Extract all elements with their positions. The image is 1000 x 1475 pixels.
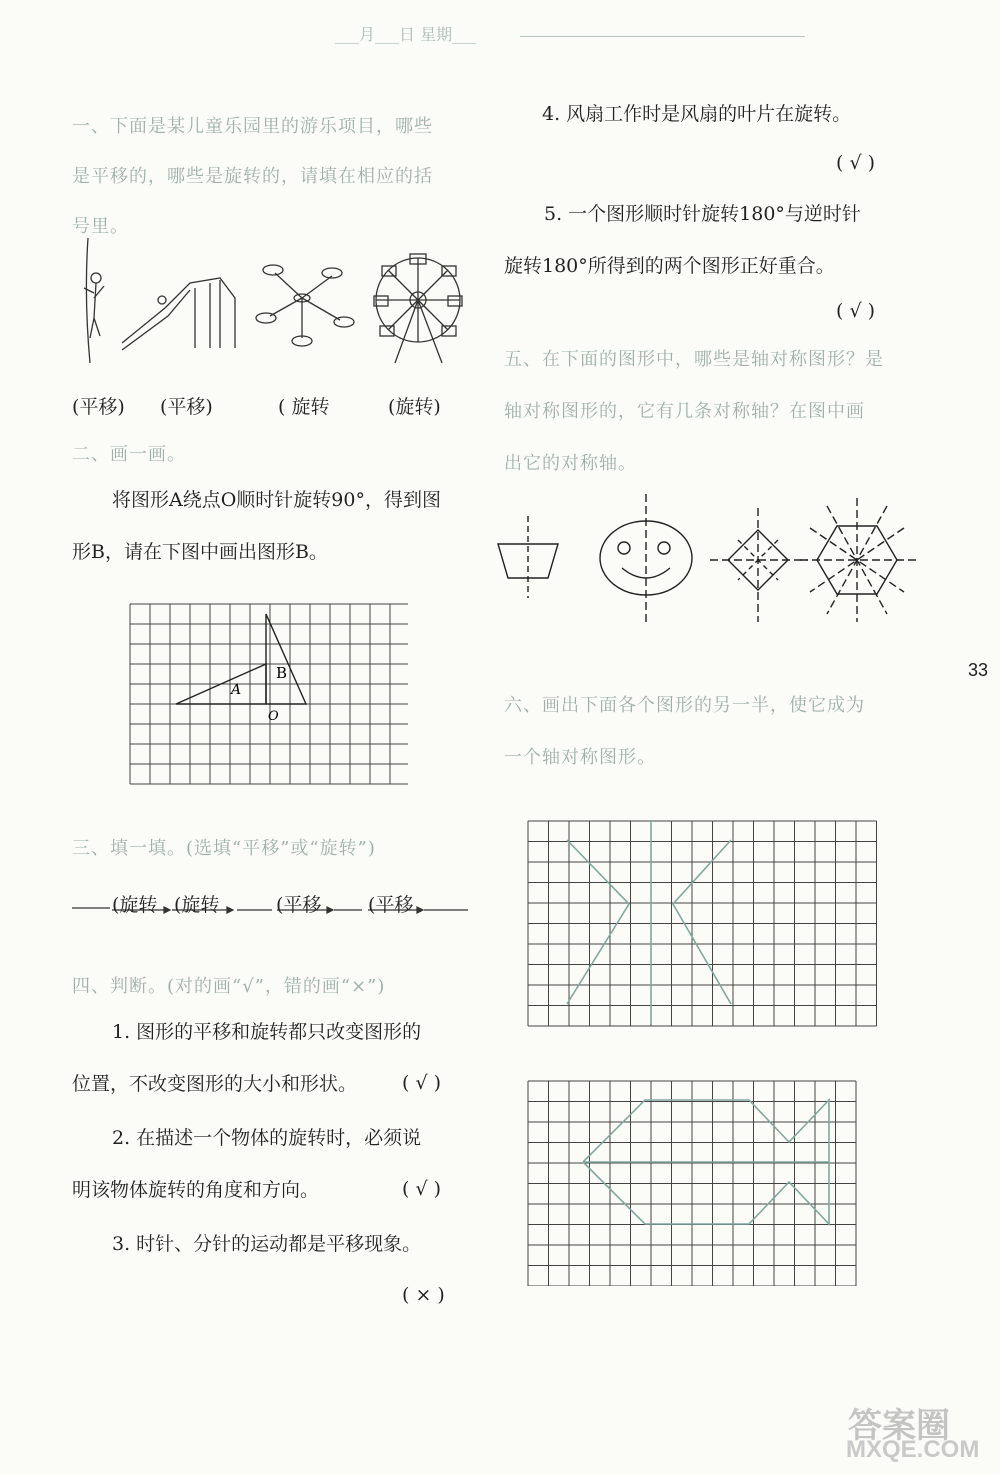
rotation-grid	[128, 600, 408, 790]
judge-item-line: 3. 时针、分针的运动都是平移现象。	[112, 1233, 422, 1255]
page-header: ___月___日 星期___	[335, 25, 477, 44]
section1-title-line: 号里。	[72, 216, 129, 237]
judge-answer-1: ( √ )	[402, 1072, 442, 1094]
section1-title-line: 一、下面是某儿童乐园里的游乐项目，哪些	[72, 116, 433, 137]
climbing-rope-icon	[84, 238, 104, 363]
section5-title	[504, 334, 904, 490]
ferris-wheel-icon	[374, 254, 462, 363]
section4-title: 四、判断。(对的画“√”，错的画“×”)	[72, 976, 386, 997]
label-o: O	[268, 709, 279, 724]
smiley-face-shape	[600, 494, 692, 622]
airplane-carousel-icon	[256, 265, 354, 346]
section1-answer: (旋转)	[388, 396, 441, 418]
judge-item-line: 旋转180°所得到的两个图形正好重合。	[504, 255, 835, 277]
watermark-url: MXQE.COM	[846, 1436, 980, 1463]
section1-title	[72, 102, 472, 252]
symmetry-shapes	[492, 494, 922, 634]
judge-item-line: 4. 风扇工作时是风扇的叶片在旋转。	[542, 103, 852, 125]
diamond-shape	[710, 508, 808, 622]
section6-title-line: 六、画出下面各个图形的另一半，使它成为	[504, 695, 865, 716]
slide-icon	[122, 278, 235, 350]
section6-title-line: 一个轴对称图形。	[504, 747, 656, 768]
section1-answer: (平移)	[160, 396, 213, 418]
judge-item-line: 1. 图形的平移和旋转都只改变图形的	[112, 1021, 422, 1043]
section5-title-line: 出它的对称轴。	[504, 453, 637, 474]
figure-b	[266, 614, 306, 704]
grid-lines	[130, 604, 408, 784]
header-rule	[520, 36, 805, 37]
judge-answer-4: ( √ )	[836, 152, 876, 174]
amusement-rides-illustration	[70, 238, 470, 368]
judge-answer-2: ( √ )	[402, 1178, 442, 1200]
section1-title-line: 是平移的，哪些是旋转的，请填在相应的括	[72, 166, 433, 187]
judge-item-line: 5. 一个图形顺时针旋转180°与逆时针	[544, 203, 861, 225]
watermark-logo: 答案圈	[848, 1407, 950, 1445]
figure-half-drawn	[567, 840, 731, 1004]
section2-title: 二、画一画。	[72, 444, 186, 465]
judge-answer-5: ( √ )	[836, 300, 876, 322]
section3-title: 三、填一填。(选填“平移”或“旋转”)	[72, 838, 376, 859]
judge-item-4	[542, 88, 902, 140]
judge-item-1	[72, 1006, 472, 1110]
section5-title-line: 五、在下面的图形中，哪些是轴对称图形？是	[504, 349, 884, 370]
section3-answer: (平移	[368, 894, 414, 916]
section2-line: 将图形A绕点O顺时针旋转90°，得到图	[112, 489, 441, 511]
section1-answer: ( 旋转	[278, 396, 330, 418]
judge-answer-3: ( × )	[402, 1284, 445, 1306]
section2-text	[112, 474, 472, 526]
section3-answer: (平移	[276, 894, 322, 916]
section1-answer: (平移)	[72, 396, 125, 418]
judge-item-2	[72, 1112, 472, 1216]
label-a: A	[231, 682, 242, 698]
judge-item-line: 明该物体旋转的角度和方向。	[72, 1179, 320, 1201]
trapezoid-shape	[498, 516, 558, 598]
section2-line: 形B，请在下图中画出图形B。	[72, 541, 328, 563]
symmetry-grid-2	[527, 1080, 859, 1286]
section3-answer: (旋转	[112, 894, 158, 916]
judge-item-line: 2. 在描述一个物体的旋转时，必须说	[112, 1127, 422, 1149]
section3-answer: (旋转	[174, 894, 220, 916]
label-b: B	[276, 664, 288, 682]
judge-item-5	[504, 188, 904, 292]
judge-item-3	[112, 1218, 472, 1270]
grid-lines	[528, 1081, 856, 1286]
judge-item-line: 位置，不改变图形的大小和形状。	[72, 1073, 358, 1095]
hexagon-shape	[800, 498, 918, 622]
page-number: 33	[968, 660, 989, 680]
section6-title	[504, 680, 904, 784]
section2-text	[72, 526, 472, 578]
symmetry-grid-1	[527, 820, 879, 1028]
section5-title-line: 轴对称图形的，它有几条对称轴？在图中画	[504, 401, 865, 422]
grid-lines	[528, 821, 877, 1026]
